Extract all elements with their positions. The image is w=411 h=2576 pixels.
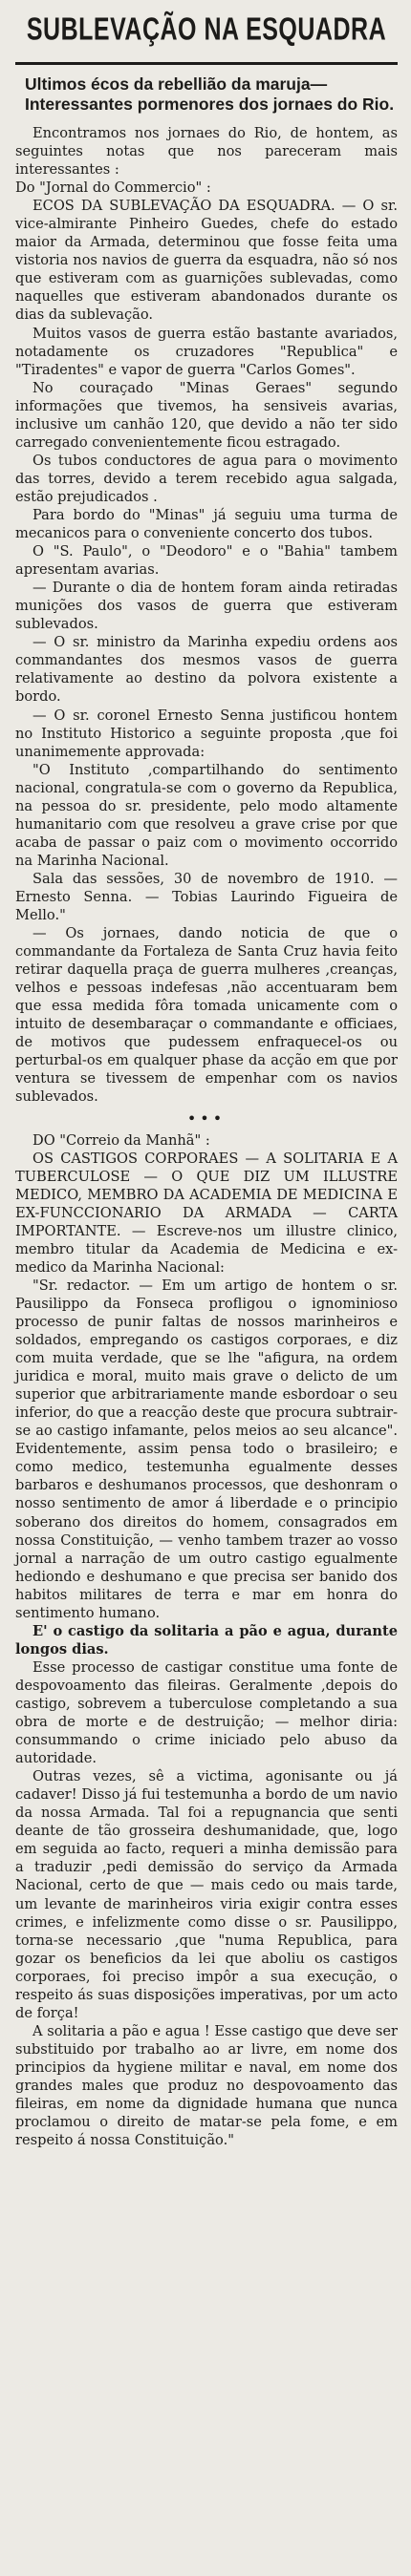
subheadline: Ultimos écos da rebellião da maruja—Interessantes pormenores dos jornaes do Rio. <box>25 74 395 114</box>
source-line: DO "Correio da Manhã" : <box>32 1131 210 1149</box>
letter-paragraph: Outras vezes, sê a victima, agonisante ou já cadaver! Disso já fui testemunha a bordo de um navio da nossa Armada. Tal foi a repugnancia que senti deante de tão grosseira deshumanidade, que, logo em seguida ao facto, requeri a minha demissão para a traduzir ,pedi demissão do serviço da Armada Nacional, certo de que — mais cedo ou mais tarde, um levante de marinheiros viria exigir contra esses crimes, e infelizmente como disse o sr. Pausilippo, torna-se necessario ,que "numa Republica, para gozar os beneficios da lei que aboliu os castigos corporaes, foi preciso impôr a sua execução, o respeito ás suas disposições imperativas, por um acto de força! <box>15 1768 398 2021</box>
paragraph: Muitos vasos de guerra estão bastante avariados, notadamente os cruzadores "Republica" e "Tiradentes" e vapor de guerra "Carlos Gomes". <box>15 325 398 378</box>
quoted-proposal: "O Instituto ,compartilhando do sentimento nacional, congratula-se com o governo da Republica, na pessoa do sr. presidente, pelo modo altamente humanitario com que resolveu a grave crise por que acaba de passar o paiz com o movimento occorrido na Marinha Nacional. <box>15 761 398 869</box>
headline-rule <box>15 62 398 65</box>
paragraph: — O sr. ministro da Marinha expediu ordens aos commandantes dos mesmos vasos de guerra relativamente ao destino da polvora existente a bordo. <box>15 634 398 706</box>
letter-paragraph: A solitaria a pão e agua ! Esse castigo que deve ser substituido por trabalho ao ar livre, em nome dos principios da hygiene militar e naval, em nome dos grandes males que produz no despovoamento das fileiras, em nome da dignidade humana que nunca proclamou o direito de matar-se pela fome, e em respeito á nossa Constituição." <box>15 2022 398 2149</box>
paragraph: — Os jornaes, dando noticia de que o commandante da Fortaleza de Santa Cruz havia feito retirar daquella praça de guerra mulheres ,creanças, velhos e pessoas indefesas ,não accentuaram bem que essa medida fôra tomada unicamente com o intuito de desembaraçar o commandante e officiaes, de motivos que pudessem enfraquecel-os ou perturbal-os em qualquer phase da acção em que por ventura se tivessem de empenhar com os navios sublevados. <box>15 925 398 1106</box>
letter-paragraph: "Sr. redactor. — Em um artigo de hontem o sr. Pausilippo da Fonseca profligou o ignominioso processo de punir faltas de nossos marinheiros e soldados, empregando os castigos corporaes, e diz com muita verdade, que se lhe "afigura, na ordem juridica e moral, muito mais grave o delicto de um superior que arbitrariamente mande esbordoar o seu inferior, do que a reacção deste que procura subtrair-se ao castigo infamante, pelos meios ao seu alcance". Evidentemente, assim pensa todo o brasileiro; e como medico, testemunha egualmente desses barbaros e deshumanos processos, que deshonram o nosso sentimento de amor á liberdade e o principio soberano dos direitos do homem, consagrados em nossa Constituição, — venho tambem trazer ao vosso jornal a narração de um outro castigo egualmente hediondo e deshumano e que precisa ser banido dos habitos militares de terra e mar em honra do sentimento humano. <box>15 1277 398 1621</box>
letter-paragraph: Esse processo de castigar constitue uma fonte de despovoamento das fileiras. Geralmente ,depois do castigo, sobrevem a tuberculose completando a sua obra de morte e de destruição; — melhor diria: consummando o crime iniciado pelo abuso da autoridade. <box>15 1658 398 1767</box>
paragraph: No couraçado "Minas Geraes" segundo informações que tivemos, ha sensiveis avarias, inclusive um canhão 120, que devido a não ter sido carregado convenientemente ficou estragado. <box>15 379 398 451</box>
session-signature: Sala das sessões, 30 de novembro de 1910. — Ernesto Senna. — Tobias Laurindo Figueira de Mello." <box>15 870 398 924</box>
section-heading: OS CASTIGOS CORPORAES — A SOLITARIA E A TUBERCULOSE — O QUE DIZ UM ILLUSTRE MEDICO, MEMBRO DA ACADEMIA DE MEDICINA E EX-FUNCCIONARIO DA ARMADA — CARTA IMPORTANTE. — Escreve-nos um illustre clinico, membro titular da Academia de Medicina e ex-medico da Marinha Nacional: <box>15 1150 398 1276</box>
emphasis-paragraph: E' o castigo da solitaria a pão e agua, durante longos dias. <box>15 1622 398 1658</box>
article-body <box>15 124 398 2149</box>
paragraph: Para bordo do "Minas" já seguiu uma turma de mecanicos para o conveniente concerto dos tubos. <box>15 506 398 542</box>
paragraph: — O sr. coronel Ernesto Senna justificou hontem no Instituto Historico a seguinte proposta ,que foi unanimemente approvada: <box>15 707 398 760</box>
headline: SUBLEVAÇÃO NA ESQUADRA <box>26 11 387 48</box>
section-separator: ••• <box>186 1109 227 1128</box>
paragraph: O "S. Paulo", o "Deodoro" e o "Bahia" tambem apresentam avarias. <box>15 543 398 579</box>
paragraph: — Durante o dia de hontem foram ainda retiradas munições dos vasos de guerra que estiveram sublevados. <box>15 580 398 633</box>
paragraph: ECOS DA SUBLEVAÇÃO DA ESQUADRA. — O sr. vice-almirante Pinheiro Guedes, chefe do estado maior da Armada, determinou que fosse feita uma vistoria nos navios de guerra da esquadra, não só nos que estiveram com as guarnições sublevadas, como naquelles que estiveram abandonados durante os dias da sublevação. <box>15 198 398 324</box>
source-line: Do "Jornal do Commercio" : <box>15 179 211 197</box>
paragraph: Encontramos nos jornaes do Rio, de hontem, as seguintes notas que nos pareceram mais interessantes : <box>15 125 398 179</box>
paragraph: Os tubos conductores de agua para o movimento das torres, devido a terem recebido agua salgada, estão prejudicados . <box>15 452 398 505</box>
